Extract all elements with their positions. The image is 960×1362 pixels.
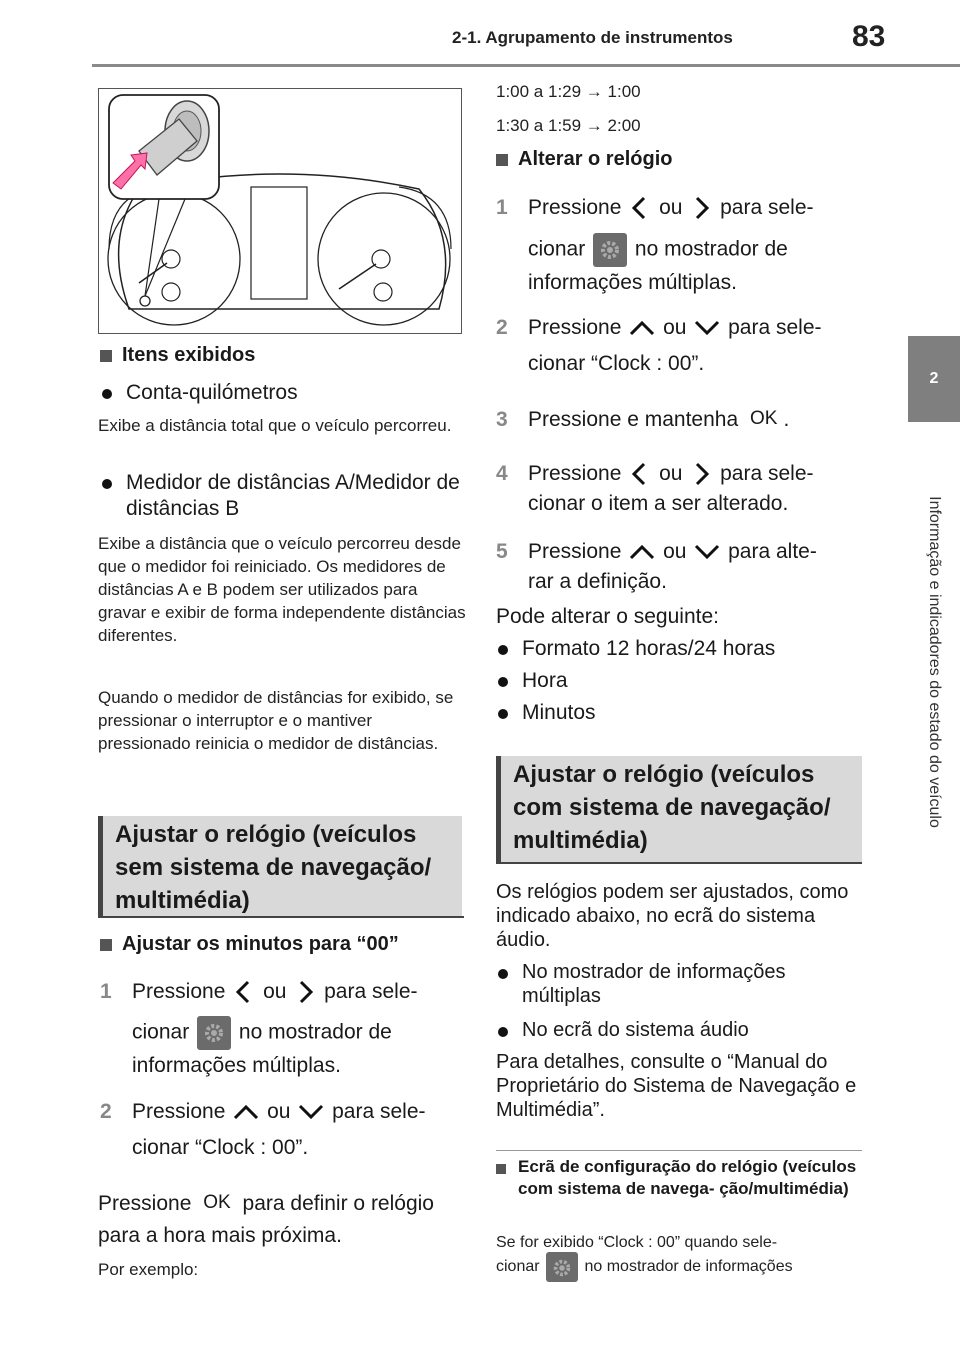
chapter-tab: 2 <box>908 336 960 422</box>
option-format: Formato 12 horas/24 horas <box>496 636 862 662</box>
right-step-4: 4 Pressione ou para sele- <box>496 458 862 490</box>
box-sem-navegacao: Ajustar o relógio (veículos sem sistema de navegação/ multimédia) <box>98 816 462 916</box>
right-step-5-cont: rar a definição. <box>528 570 667 593</box>
chapter-title: Informação e indicadores do estado do veículo <box>926 496 943 828</box>
right-step-3: 3 Pressione e mantenha OK . <box>496 404 862 436</box>
config-text-2: cionar no mostrador de informações <box>496 1252 866 1282</box>
option-minutos: Minutos <box>496 700 862 726</box>
chevron-left-icon <box>627 460 653 488</box>
ok-button-symbol: OK <box>203 1192 231 1213</box>
box1-rule <box>98 916 464 918</box>
bullet-audio-screen: No ecrã do sistema áudio <box>496 1018 862 1042</box>
bullet-conta-quilometros: Conta-quilómetros <box>100 380 460 406</box>
left-step-2-cont: cionar “Clock : 00”. <box>132 1136 309 1159</box>
heading-square-icon <box>496 154 508 166</box>
chevron-up-icon <box>627 317 657 339</box>
page-number: 83 <box>852 20 886 53</box>
gear-icon <box>546 1252 578 1282</box>
right-step-5: 5 Pressione ou para alte- <box>496 540 817 563</box>
example-line-1: 1:00 a 1:29 → 1:00 <box>496 82 641 101</box>
chevron-right-icon <box>292 978 318 1006</box>
bullet1-description: Exibe a distância total que o veículo percorreu. <box>98 416 452 435</box>
chevron-right-icon <box>688 194 714 222</box>
section-title: 2-1. Agrupamento de instrumentos <box>452 28 733 47</box>
itens-heading: Itens exibidos <box>100 344 255 367</box>
clocks-paragraph: Os relógios podem ser ajustados, como indicado abaixo, no ecrã do sistema áudio. <box>496 881 849 951</box>
left-step-1-cont: cionar no mostrador de informações múltiplas. <box>100 1016 466 1082</box>
subhead-minutes: Ajustar os minutos para “00” <box>100 933 399 956</box>
bullet-multi-display: No mostrador de informações múltiplas <box>496 960 862 1008</box>
chevron-right-icon <box>688 460 714 488</box>
left-step-1: 1 Pressione ou para sele- <box>100 976 466 1008</box>
chevron-down-icon <box>692 317 722 339</box>
right-step-2: 2 Pressione ou para sele- <box>496 316 822 339</box>
right-step-1: 1 Pressione ou para sele- <box>496 192 862 224</box>
bullet2-description: Exibe a distância que o veículo percorreu desde que o medidor foi reiniciado. Os medidores de distâncias A e B podem ser utilizados para gravar e exibir de forma independente distâncias diferentes. <box>98 534 466 646</box>
box2-rule <box>496 862 862 864</box>
gear-icon <box>197 1016 231 1050</box>
heading-square-icon <box>100 350 112 362</box>
gear-icon <box>593 233 627 267</box>
box-com-navegacao: Ajustar o relógio (veículos com sistema de navegação/ multimédia) <box>496 756 862 862</box>
heading-square-icon <box>100 939 112 951</box>
option-hora: Hora <box>496 668 862 694</box>
chevron-down-icon <box>692 541 722 563</box>
small-square-icon <box>496 1158 516 1180</box>
ok-button-symbol: OK <box>749 408 778 429</box>
example-line-2: 1:30 a 1:59 → 2:00 <box>496 116 641 135</box>
alter-heading: Alterar o relógio <box>496 148 672 171</box>
divider <box>496 1150 862 1151</box>
press-ok-paragraph: Pressione OK para definir o relógio para a hora mais próxima. <box>98 1188 468 1251</box>
right-step-1-cont: cionar no mostrador de informações múltiplas. <box>496 233 862 299</box>
chevron-left-icon <box>231 978 257 1006</box>
config-text-1: Se for exibido “Clock : 00” quando sele- <box>496 1234 778 1251</box>
chevron-down-icon <box>296 1101 326 1123</box>
chevron-up-icon <box>231 1101 261 1123</box>
can-change-text: Pode alterar o seguinte: <box>496 605 719 628</box>
cluster-drawing <box>99 89 461 333</box>
bullet-medidor-distancias: Medidor de distâncias A/Medidor de distâncias B <box>100 470 460 522</box>
chapter-title-vertical <box>926 432 942 892</box>
config-subtitle: Ecrã de configuração do relógio (veículos com sistema de navega- ção/multimédia) <box>518 1157 857 1199</box>
bullet2-description-2: Quando o medidor de distâncias for exibido, se pressionar o interruptor e o mantiver pressionado reinicia o medidor de distâncias. <box>98 688 454 754</box>
left-step-2: 2 Pressione ou para sele- <box>100 1100 426 1123</box>
chevron-up-icon <box>627 541 657 563</box>
example-label: Por exemplo: <box>98 1260 199 1279</box>
right-step-4-cont: cionar o item a ser alterado. <box>528 492 789 515</box>
right-step-2-cont: cionar “Clock : 00”. <box>528 352 705 375</box>
chevron-left-icon <box>627 194 653 222</box>
details-paragraph: Para detalhes, consulte o “Manual do Proprietário do Sistema de Navegação e Multimédia”. <box>496 1051 857 1121</box>
header-rule <box>92 64 960 67</box>
instrument-cluster-illustration <box>98 88 462 334</box>
